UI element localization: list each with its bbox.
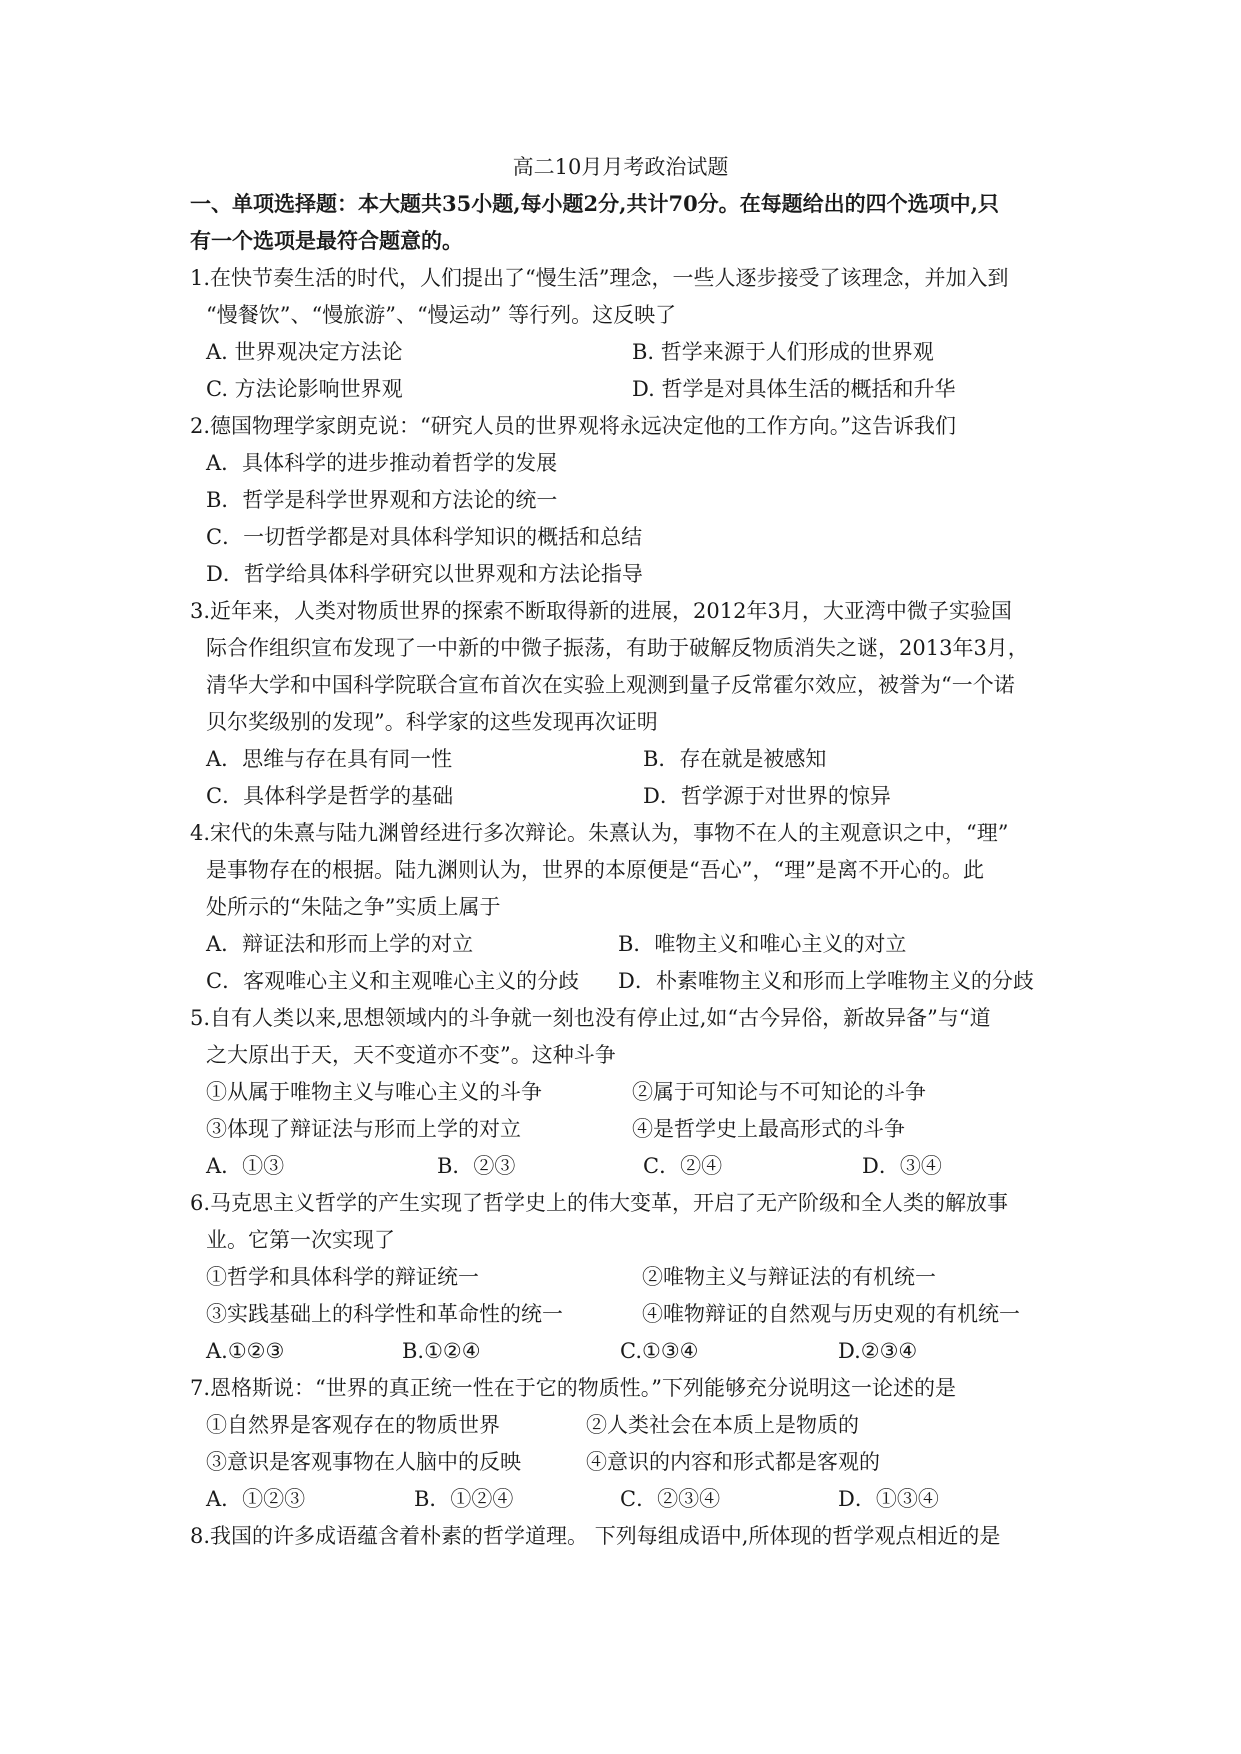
- q5-stem-line2: 之大原出于天，天不变道亦不变”。这种斗争: [206, 1043, 616, 1067]
- q4-stem-line1: 4.宋代的朱熹与陆九渊曾经进行多次辩论。朱熹认为，事物不在人的主观意识之中，“理”: [190, 821, 1009, 845]
- q3-option-c: C．具体科学是哲学的基础: [206, 784, 454, 808]
- q3-stem-line3: 清华大学和中国科学院联合宣布首次在实验上观测到量子反常霍尔效应，被誉为“一个诺: [206, 673, 1015, 697]
- q2-option-d: D．哲学给具体科学研究以世界观和方法论指导: [206, 562, 643, 586]
- q2-option-c: C．一切哲学都是对具体科学知识的概括和总结: [206, 525, 643, 549]
- q1-stem-line1: 1.在快节奏生活的时代，人们提出了“慢生活”理念，一些人逐步接受了该理念，并加入到: [190, 266, 1009, 290]
- q7-statement-3: ③意识是客观事物在人脑中的反映: [206, 1450, 521, 1474]
- q2-option-b: B．哲学是科学世界观和方法论的统一: [206, 488, 558, 512]
- q7-option-d: D．①③④: [838, 1487, 939, 1511]
- q7-statement-2: ②人类社会在本质上是物质的: [586, 1413, 859, 1437]
- q6-stem-line1: 6.马克思主义哲学的产生实现了哲学史上的伟大变革，开启了无产阶级和全人类的解放事: [190, 1191, 1009, 1215]
- q2-stem-line1: 2.德国物理学家朗克说：“研究人员的世界观将永远决定他的工作方向。”这告诉我们: [190, 414, 957, 438]
- q6-stem-line2: 业。它第一次实现了: [206, 1228, 395, 1252]
- q6-option-c: C.①③④: [620, 1339, 699, 1363]
- q5-stem-line1: 5.自有人类以来,思想领域内的斗争就一刻也没有停止过,如“古今异俗，新故异备”与“道: [190, 1006, 991, 1030]
- q5-statement-2: ②属于可知论与不可知论的斗争: [632, 1080, 926, 1104]
- q1-option-b: B. 哲学来源于人们形成的世界观: [632, 340, 934, 364]
- q4-stem-line2: 是事物存在的根据。陆九渊则认为，世界的本原便是“吾心”，“理”是离不开心的。此: [206, 858, 984, 882]
- q7-statement-1: ①自然界是客观存在的物质世界: [206, 1413, 500, 1437]
- q6-option-b: B.①②④: [402, 1339, 481, 1363]
- q6-statement-1: ①哲学和具体科学的辩证统一: [206, 1265, 479, 1289]
- q3-option-a: A．思维与存在具有同一性: [206, 747, 453, 771]
- q4-option-a: A．辩证法和形而上学的对立: [206, 932, 474, 956]
- q6-statement-3: ③实践基础上的科学性和革命性的统一: [206, 1302, 563, 1326]
- q2-option-a: A．具体科学的进步推动着哲学的发展: [206, 451, 558, 475]
- section-heading-line1: 一、单项选择题：本大题共35小题,每小题2分,共计70分。在每题给出的四个选项中,只: [190, 191, 999, 216]
- q3-stem-line2: 际合作组织宣布发现了一中新的中微子振荡，有助于破解反物质消失之谜，2013年3月，: [206, 636, 1029, 660]
- q3-stem-line4: 贝尔奖级别的发现”。科学家的这些发现再次证明: [206, 710, 658, 734]
- q7-option-a: A．①②③: [206, 1487, 306, 1511]
- q6-option-a: A.①②③: [206, 1339, 285, 1363]
- q7-option-b: B．①②④: [414, 1487, 514, 1511]
- q3-option-b: B．存在就是被感知: [643, 747, 827, 771]
- q1-option-c: C. 方法论影响世界观: [206, 377, 403, 401]
- q3-stem-line1: 3.近年来，人类对物质世界的探索不断取得新的进展，2012年3月，大亚湾中微子实验国: [190, 599, 1012, 623]
- page-title: 高二10月月考政治试题: [512, 155, 729, 179]
- q5-statement-3: ③体现了辩证法与形而上学的对立: [206, 1117, 521, 1141]
- q6-statement-2: ②唯物主义与辩证法的有机统一: [642, 1265, 936, 1289]
- q1-option-a: A. 世界观决定方法论: [206, 340, 403, 364]
- q4-option-b: B．唯物主义和唯心主义的对立: [618, 932, 907, 956]
- q7-stem-line1: 7.恩格斯说：“世界的真正统一性在于它的物质性。”下列能够充分说明这一论述的是: [190, 1376, 957, 1400]
- q4-stem-line3: 处所示的“朱陆之争”实质上属于: [206, 895, 501, 919]
- q6-option-d: D.②③④: [838, 1339, 918, 1363]
- q5-option-d: D．③④: [862, 1154, 942, 1178]
- q8-stem-line1: 8.我国的许多成语蕴含着朴素的哲学道理。 下列每组成语中,所体现的哲学观点相近的是: [190, 1524, 1001, 1548]
- q1-option-d: D. 哲学是对具体生活的概括和升华: [632, 377, 956, 401]
- q5-option-b: B．②③: [437, 1154, 516, 1178]
- q7-statement-4: ④意识的内容和形式都是客观的: [586, 1450, 880, 1474]
- q5-statement-4: ④是哲学史上最高形式的斗争: [632, 1117, 905, 1141]
- section-heading-line2: 有一个选项是最符合题意的。: [190, 228, 463, 253]
- q4-option-d: D．朴素唯物主义和形而上学唯物主义的分歧: [618, 969, 1034, 993]
- q6-statement-4: ④唯物辩证的自然观与历史观的有机统一: [642, 1302, 1020, 1326]
- q7-option-c: C．②③④: [620, 1487, 721, 1511]
- q1-stem-line2: “慢餐饮”、“慢旅游”、“慢运动” 等行列。这反映了: [206, 303, 677, 327]
- q3-option-d: D．哲学源于对世界的惊异: [643, 784, 891, 808]
- q5-option-a: A．①③: [206, 1154, 285, 1178]
- q5-option-c: C．②④: [643, 1154, 723, 1178]
- q5-statement-1: ①从属于唯物主义与唯心主义的斗争: [206, 1080, 542, 1104]
- q4-option-c: C．客观唯心主义和主观唯心主义的分歧: [206, 969, 580, 993]
